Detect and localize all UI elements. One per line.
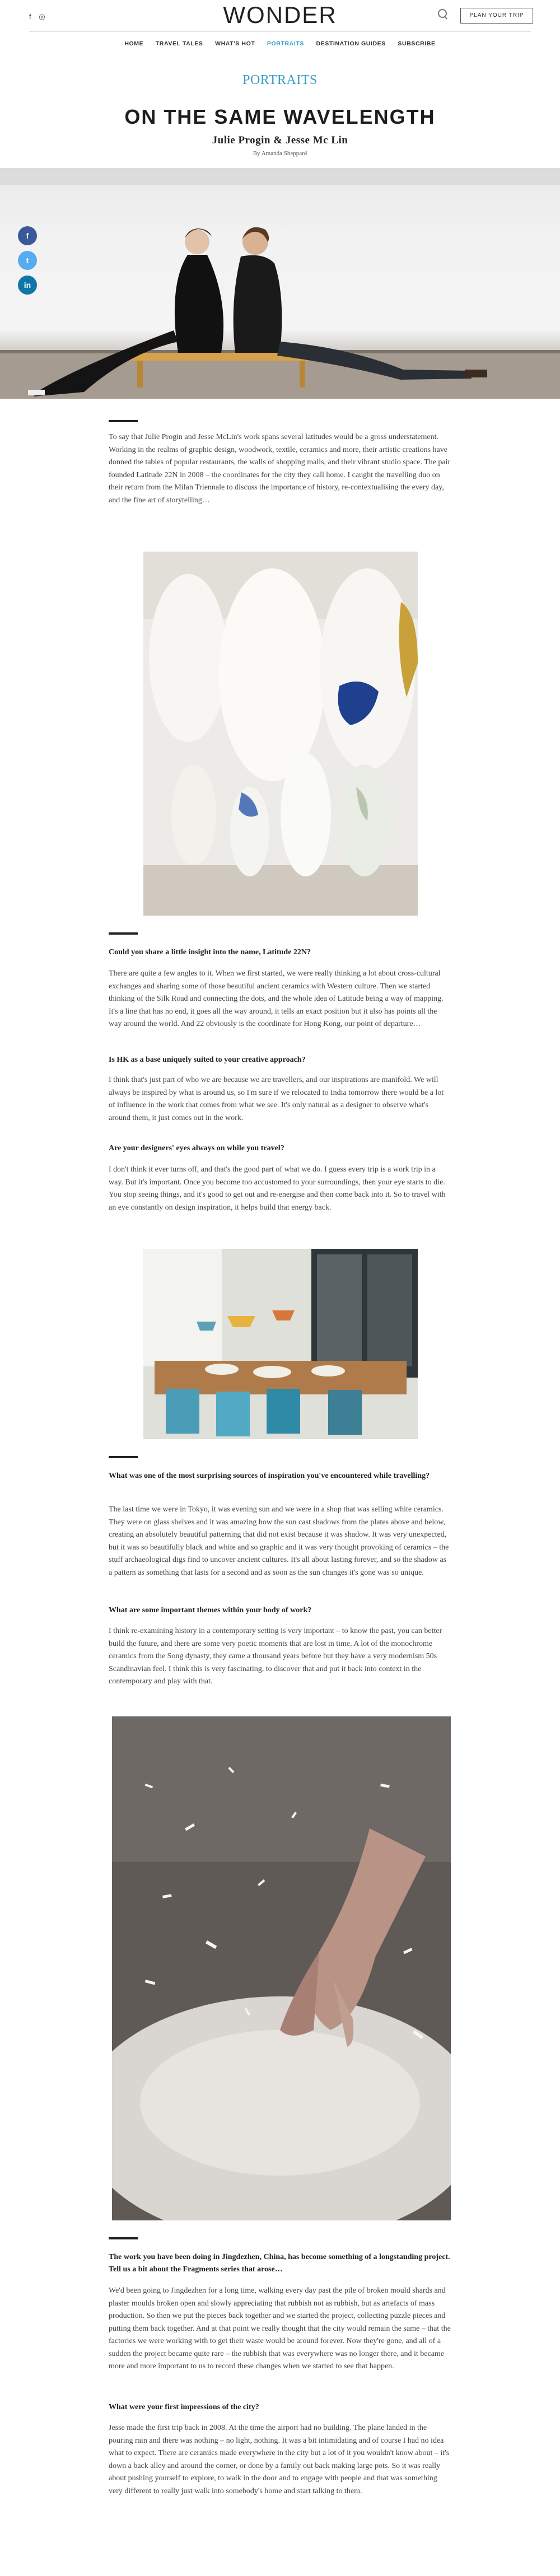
nav-subscribe[interactable]: SUBSCRIBE xyxy=(398,40,436,47)
intro-paragraph: To say that Julie Progin and Jesse McLin's work spans several latitudes would be a gross understatement. Working in the realms of graphic design, woodwork, textile, ceramics and more, their artistic creations have donned the tables of popular restaurants, the walls of shopping malls, and their vibrant studio space. The pair founded Latitude 22N in 2008 – the coordinates for the city they call home. I caught the travelling duo on their return from the Milan Triennale to discuss the importance of history, re-contextualising the every day, and the fine art of storytelling… xyxy=(109,433,451,505)
answer-3: I don't think it ever turns off, and that's the good part of what we do. I guess every trip is a work trip in a way. But it's important. Once you become too accustomed to your surroundings, then your eye starts to die. You stop seeing things, and it's good to get out and re-energise and then come back into it. So to travel with an eye constantly on design inspiration, it helps build that energy back. xyxy=(109,1165,446,1212)
nav-destination-guides[interactable]: DESTINATION GUIDES xyxy=(316,40,386,47)
facebook-icon[interactable]: f xyxy=(29,12,31,21)
question-4: What was one of the most surprising sources of inspiration you've encountered while travelling? xyxy=(109,1472,430,1480)
question-7: What were your first impressions of the city? xyxy=(109,2403,259,2411)
share-facebook-button[interactable]: f xyxy=(18,226,37,245)
question-5: What are some important themes within your body of work? xyxy=(109,1606,312,1614)
dining-illustration xyxy=(143,1249,418,1439)
search-icon[interactable] xyxy=(438,9,447,18)
nav-travel-tales[interactable]: TRAVEL TALES xyxy=(155,40,203,47)
hero-image xyxy=(0,168,560,399)
nav-home[interactable]: HOME xyxy=(124,40,144,47)
section-rule xyxy=(109,1456,138,1458)
article-byline: By Amanda Sheppard xyxy=(253,150,307,157)
instagram-icon[interactable]: ◎ xyxy=(39,12,45,21)
article-subtitle: Julie Progin & Jesse Mc Lin xyxy=(212,134,348,146)
share-twitter-button[interactable]: t xyxy=(18,251,37,270)
share-linkedin-button[interactable]: in xyxy=(18,276,37,295)
shards-illustration xyxy=(112,1716,451,2220)
question-6: The work you have been doing in Jingdezhen, China, has become something of a longstanding project. Tell us a bit about the Fragments series that arose… xyxy=(109,2253,450,2274)
section-rule xyxy=(109,420,138,422)
answer-5: I think re-examining history in a contemporary setting is very important – to know the past, you can better build the future, and there are some very poetic moments that are lost in time. A lot of the monochrome ceramics from the Song dynasty, they came a thousand years before but they have a very modernism 50s Scandinavian feel. I think this is very fascinating, to discover that and put it back into context in the contemporary and play with that. xyxy=(109,1627,442,1686)
answer-7: Jesse made the first trip back in 2008. At the time the airport had no building. The plane landed in the pouring rain and there was nothing – no light, nothing. It was a bit intimidating and of course I had no idea what to expect. There are ceramics made everywhere in the city but a lot of it you wouldn't know about – it's down a back alley and around the corner, or done by a family out back making large pots. So it was really about pushing yourself to explore, to walk in the door and to engage with people and that was something very different to really just walk into somebody's home and start talking to them. xyxy=(109,2424,450,2495)
question-2: Is HK as a base uniquely suited to your creative approach? xyxy=(109,1056,306,1064)
section-rule xyxy=(109,932,138,935)
dining-table-image xyxy=(143,1249,418,1439)
site-logo[interactable]: WONDER xyxy=(223,2,337,28)
ceramic-shards-image xyxy=(112,1716,451,2220)
nav-portraits[interactable]: PORTRAITS xyxy=(267,40,304,47)
article-title: ON THE SAME WAVELENGTH xyxy=(124,105,436,128)
site-header xyxy=(0,0,560,54)
answer-4: The last time we were in Tokyo, it was evening sun and we were in a shop that was selling white ceramics. They were on glass shelves and it was amazing how the sun cast shadows from the plates above and below, creating an absolutely beautiful patterning that did not exist because it was shadow. It was very unexpected, but it was so beautifully black and white and so graphic and it was very thought provoking of ceramics – the stuff archaeological digs find to uncover ancient cultures. It's all about lasting forever, and so the shadow as a pattern as something that lasts for a second and as soon as the sun changes it's gone was so unique. xyxy=(109,1505,449,1577)
main-nav xyxy=(0,40,560,47)
answer-6: We'd been going to Jingdezhen for a long time, walking every day past the pile of broken mould shards and plaster moulds broken open and slowly appreciating that rubbish not as rubbish, but as artefacts of mass production. So then we put the pieces back together and we started the project, collecting puzzle pieces and putting them back together. And at that point we really thought that the city would remain the same – that the factories we were working with to get their waste would be around forever. Now they're gone, and all of a sudden the project became quite rare – the rubbish that was everywhere was no longer there, and it became more and more important to us to record these changes when we started to see that happen. xyxy=(109,2286,451,2370)
hero-illustration xyxy=(0,168,560,399)
question-1: Could you share a little insight into the name, Latitude 22N? xyxy=(109,948,311,956)
section-rule xyxy=(109,2237,138,2239)
answer-1: There are quite a few angles to it. When we first started, we were really thinking a lot about cross-cultural exchanges and sharing some of those beautiful ancient ceramics with Western culture. Then we started thinking of the Silk Road and connecting the dots, and the whole idea of Latitude being a way of mapping. It's a line that has no end, it goes all the way around, it tells an exact position but it also has points all the way around the world. And 22 obviously is the coordinate for Hong Kong, our point of departure… xyxy=(109,969,444,1028)
vases-illustration xyxy=(143,552,418,916)
header-divider xyxy=(29,31,531,32)
vases-image xyxy=(143,552,418,916)
plan-your-trip-button[interactable]: PLAN YOUR TRIP xyxy=(460,8,533,24)
nav-whats-hot[interactable]: WHAT'S HOT xyxy=(215,40,255,47)
question-3: Are your designers' eyes always on while you travel? xyxy=(109,1144,284,1152)
answer-2: I think that's just part of who we are because we are travellers, and our inspirations are manifold. We will always be inspired by what is around us, so I'm sure if we relocated to India tomorrow there would be a lot of influence in the work that comes from what we see. It's only natural as a designer to observe what's around them, it just comes out in the work. xyxy=(109,1076,444,1122)
article-category: PORTRAITS xyxy=(242,73,318,87)
